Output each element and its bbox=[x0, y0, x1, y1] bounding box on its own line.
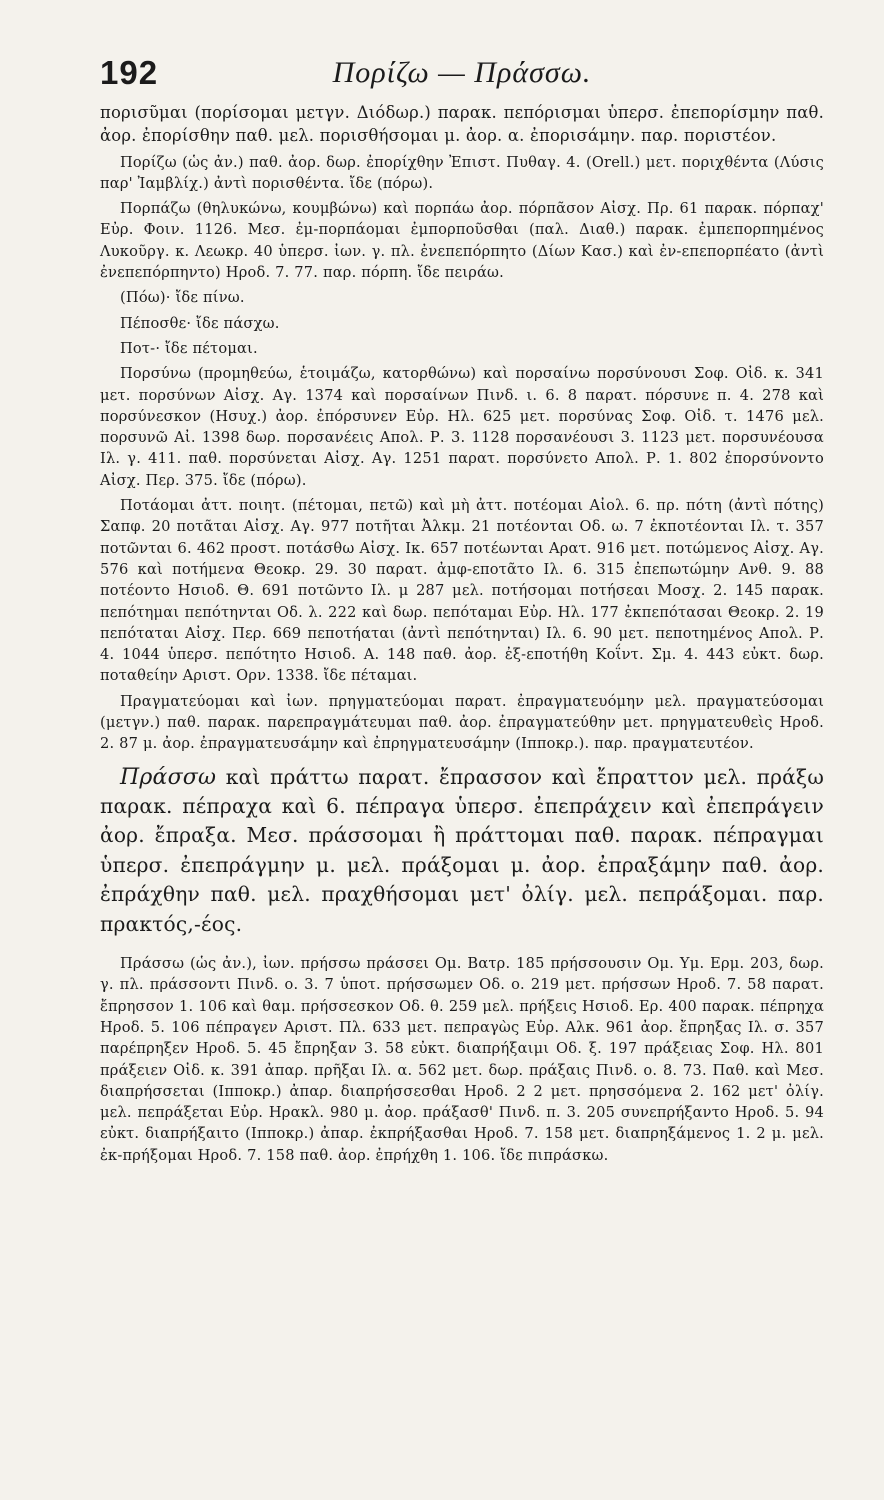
entry-porizo-doric: Πορίζω (ὡς ἀν.) παθ. ἀορ. δωρ. ἐπορίχθην Ἐπιστ. Πυθαγ. 4. (Orell.) μετ. ποριχθέντα (Λύσις παρ' Ἰαμβλίχ.) ἀντὶ πορισθέντα. ἴδε (πόρω). bbox=[100, 153, 824, 192]
page-header bbox=[100, 52, 824, 102]
entry-pot: Ποτ-· ἴδε πέτομαι. bbox=[120, 339, 258, 357]
entry-porpazo: Πορπάζω (θηλυκώνω, κουμβώνω) καὶ πορπάω ἀορ. πόρπᾶσον Αἰσχ. Πρ. 61 παρακ. πόρπαχ' Εὐρ. Φοιν. 1126. Μεσ. ἐμ-πορπάομαι ἐμπορποῦσθαι (παλ. Διαθ.) παρακ. ἐμπεπορπημένος Λυκοῦργ. κ. Λεωκρ. 40 ὑπερσ. ἰων. γ. πλ. ἐνεπεπόρπητο (Δίων Κασ.) καὶ ἐν-επεπορπέατο (ἀντὶ ἐνεπεπόρπηντο) Ηροδ. 7. 77. παρ. πόρπη. ἴδε πειράω. bbox=[100, 200, 824, 282]
entry-prasso-ionic: Πράσσω (ὡς ἀν.), ἰων. πρήσσω πράσσει Ομ. Βατρ. 185 πρήσσουσιν Ομ. Υμ. Ερμ. 203, δωρ. γ. πλ. πράσσοντι Πινδ. ο. 3. 7 ὑποτ. πρήσσωμεν Οδ. ο. 219 μετ. πρήσσων Ηροδ. 7. 58 παρατ. ἔπρησσον 1. 106 καὶ θαμ. πρήσσεσκον Οδ. θ. 259 μελ. πρήξεις Ησιοδ. Ερ. 400 παρακ. πέπρηχα Ηροδ. 5. 106 πέπραγεν Αριστ. Πλ. 633 μετ. πεπραγὼς Εὐρ. Αλκ. 961 ἀορ. ἔπρηξας Ιλ. σ. 357 παρέπρηξεν Ηροδ. 5. 45 ἔπρηξαν 3. 58 εὐκτ. διαπρήξαιμι Οδ. ξ. 197 πράξειας Σοφ. Ηλ. 801 πράξειεν Οἰδ. κ. 391 ἀπαρ. πρῆξαι Ιλ. α. 562 μετ. δωρ. πράξαις Πινδ. ο. 8. 73. Παθ. καὶ Μεσ. διαπρήσσεται (Ιπποκρ.) ἀπαρ. διαπρήσσεσθαι Ηροδ. 2 2 μετ. πρησσόμενα 2. 162 μετ' ὀλίγ. μελ. πεπράξεται Εὐρ. Ηρακλ. 980 μ. ἀορ. πράξασθ' Πινδ. π. 3. 205 συνεπρήξαντο Ηροδ. 5. 94 εὐκτ. διαπρήξαιτο (Ιπποκρ.) ἀπαρ. ἐκπρήξασθαι Ηροδ. 7. 158 μετ. διαπρηξάμενος 1. 2 μ. μελ. ἐκ-πρήξομαι Ηροδ. 7. 158 παθ. ἀορ. ἐπρήχθη 1. 106. ἴδε πιπράσκω. bbox=[100, 955, 824, 1164]
entry-pragmateuomai: Πραγματεύομαι καὶ ἰων. πρηγματεύομαι παρατ. ἐπραγματευόμην μελ. πραγματεύσομαι (μετγν.) παθ. παρακ. παρεπραγμάτευμαι παθ. ἀορ. ἐπραγματεύθην μετ. πρηγματευθεὶς Ηροδ. 2. 87 μ. ἀορ. ἐπραγματευσάμην καὶ ἐπρηγματευσάμην (Ιπποκρ.). παρ. πραγματευτέον. bbox=[100, 692, 824, 753]
page-number: 192 bbox=[100, 54, 159, 91]
entry-porizo-continued: πορισῦμαι (πορίσομαι μετγν. Διόδωρ.) παρακ. πεπόρισμαι ὑπερσ. ἐπεπορίσμην παθ. ἀορ. ἐπορίσθην παθ. μελ. πορισθήσομαι μ. ἀορ. α. ἐπορισάμην. παρ. ποριστέον. bbox=[100, 103, 824, 145]
entry-prasso-main bbox=[100, 763, 824, 939]
entry-poo: (Πόω)· ἴδε πίνω. bbox=[120, 289, 245, 307]
entry-porsyno: Πορσύνω (προμηθεύω, ἑτοιμάζω, κατορθώνω) καὶ πορσαίνω πορσύνουσι Σοφ. Οἰδ. κ. 341 μετ. πορσύνων Αἰσχ. Αγ. 1374 καὶ πορσαίνων Πινδ. ι. 6. 8 παρατ. πόρσυνε π. 4. 278 καὶ πορσύνεσκον (Ησυχ.) ἀορ. ἐπόρσυνεν Εὐρ. Ηλ. 625 μετ. πορσύνας Σοφ. Οἰδ. τ. 1476 μελ. πορσυνῶ Αἰ. 1398 δωρ. πορσανέεις Απολ. Ρ. 3. 1128 πορσανέουσι 3. 1123 μετ. πορσυνέουσα Ιλ. γ. 411. παθ. πορσύνεται Αἰσχ. Αγ. 1251 παρατ. πορσύνετο Απολ. Ρ. 1. 802 ἐπορσύνοντο Αἰσχ. Περ. 375. ἴδε (πόρω). bbox=[100, 365, 824, 489]
entry-potaomai: Ποτάομαι ἀττ. ποιητ. (πέτομαι, πετῶ) καὶ μὴ ἀττ. ποτέομαι Αἰολ. 6. πρ. πότη (ἀντὶ πότης) Σαπφ. 20 ποτᾶται Αἰσχ. Αγ. 977 ποτῆται Ἀλκμ. 21 ποτέονται Οδ. ω. 7 ἐκποτέονται Ιλ. τ. 357 ποτῶνται 6. 462 προστ. ποτάσθω Αἰσχ. Ικ. 657 ποτέωνται Αρατ. 916 μετ. ποτώμενος Αἰσχ. Αγ. 576 καὶ ποτήμενα Θεοκρ. 29. 30 παρατ. ἀμφ-εποτᾶτο Ιλ. 6. 315 ἐπεπωτώμην Ανθ. 9. 88 ποτέοντο Ησιοδ. Θ. 691 ποτῶντο Ιλ. μ 287 μελ. ποτήσομαι ποτήσεαι Μοσχ. 2. 145 παρακ. πεπότημαι πεπότηνται Οδ. λ. 222 καὶ δωρ. πεπόταμαι Εὐρ. Ηλ. 177 ἐκπεπότασαι Θεοκρ. 2. 19 πεπόταται Αἰσχ. Περ. 669 πεποτήαται (ἀντὶ πεπότηνται) Ιλ. 6. 90 μετ. πεποτημένος Απολ. Ρ. 4. 1044 ὑπερσ. πεπότητο Ησιοδ. Α. 148 παθ. ἀορ. ἐξ-εποτήθη Κοΐντ. Σμ. 4. 443 εὐκτ. δωρ. ποταθείην Αριστ. Ορν. 1338. ἴδε πέταμαι. bbox=[100, 497, 824, 685]
main-entry-text: καὶ πράττω παρατ. ἔπρασσον καὶ ἔπραττον μελ. πράξω παρακ. πέπραχα καὶ 6. πέπραγα ὑπερσ. ἐπεπράχειν καὶ ἐπεπράγειν ἀορ. ἔπραξα. Μεσ. πράσσομαι ἢ πράττομαι παθ. παρακ. πέπραγμαι ὑπερσ. ἐπεπράγμην μ. μελ. πράξομαι μ. ἀορ. ἐπραξάμην παθ. ἀορ. ἐπράχθην παθ. μελ. πραχθήσομαι μετ' ὀλίγ. μελ. πεπράξομαι. παρ. πρακτός,-έος. bbox=[100, 764, 824, 936]
entry-peposthe: Πέποσθε· ἴδε πάσχω. bbox=[120, 314, 280, 332]
running-head: Πορίζω — Πράσσω. bbox=[332, 56, 592, 89]
main-lemma: Πράσσω bbox=[120, 764, 217, 790]
